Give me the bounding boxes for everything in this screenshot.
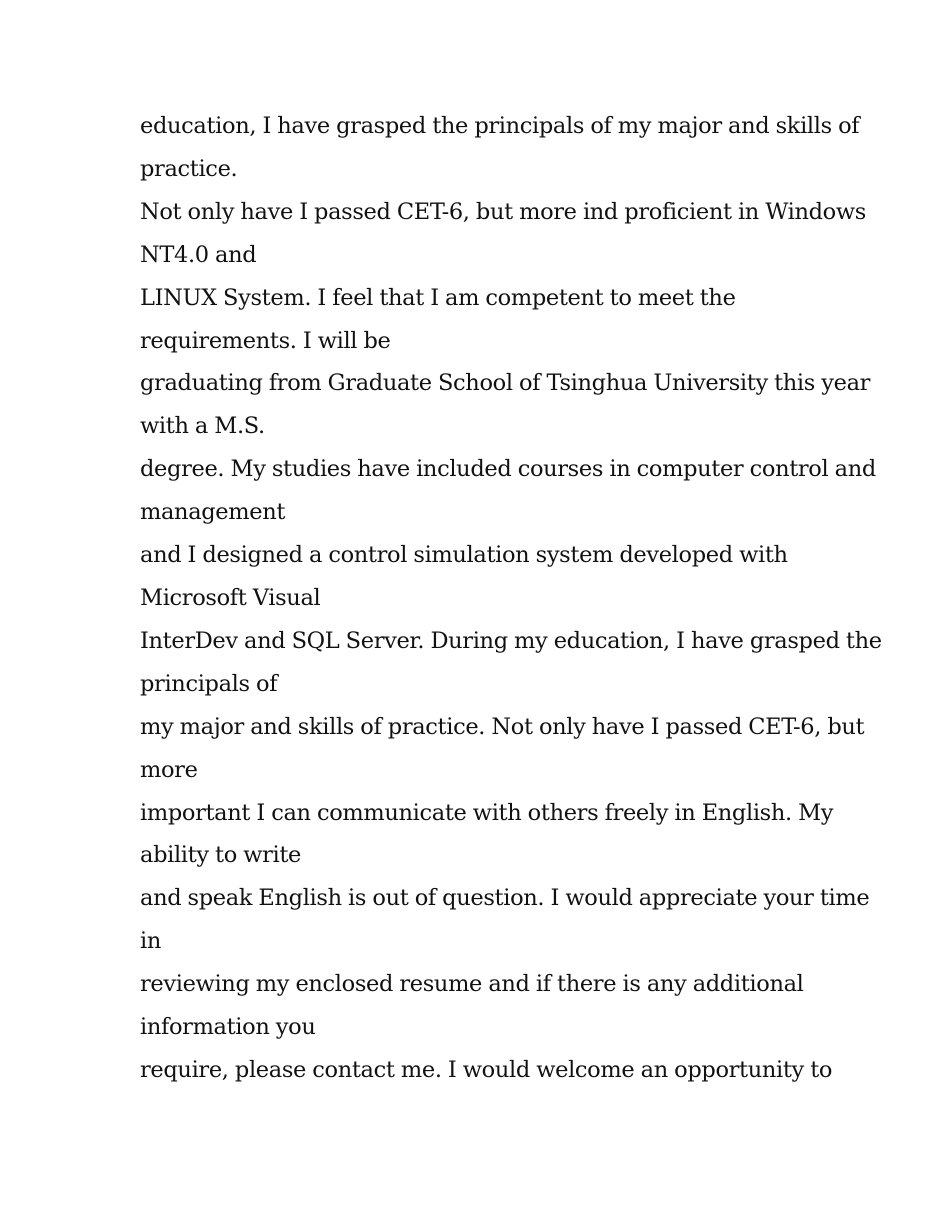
text-line: more [140, 756, 198, 783]
text-line: my major and skills of practice. Not only have I passed CET-6, but [140, 713, 865, 740]
text-line: InterDev and SQL Server. During my education, I have grasped the [140, 627, 882, 654]
text-line: reviewing my enclosed resume and if there is any additional [140, 971, 804, 998]
text-line: ability to write [140, 842, 302, 869]
text-line: Microsoft Visual [140, 584, 321, 611]
body-text [140, 105, 882, 1092]
text-line: education, I have grasped the principals of my major and skills of [140, 113, 860, 139]
text-line: principals of [140, 670, 278, 697]
text-line: important I can communicate with others freely in English. My [140, 799, 834, 826]
text-line: information you [140, 1014, 316, 1041]
text-line: with a M.S. [140, 413, 265, 440]
text-line: degree. My studies have included courses in computer control and [140, 456, 876, 483]
text-line: Not only have I passed CET-6, but more ind proficient in Windows [140, 198, 866, 225]
text-line: in [140, 928, 161, 955]
text-line: practice. [140, 155, 238, 182]
text-line: LINUX System. I feel that I am competent to meet the [140, 284, 736, 311]
text-line: graduating from Graduate School of Tsinghua University this year [140, 370, 871, 397]
text-line: NT4.0 and [140, 241, 257, 268]
text-line: management [140, 499, 286, 526]
text-line: and I designed a control simulation system developed with [140, 542, 788, 569]
text-line: require, please contact me. I would welcome an opportunity to [140, 1056, 833, 1083]
text-line: requirements. I will be [140, 327, 391, 354]
text-line: and speak English is out of question. I would appreciate your time [140, 885, 870, 912]
